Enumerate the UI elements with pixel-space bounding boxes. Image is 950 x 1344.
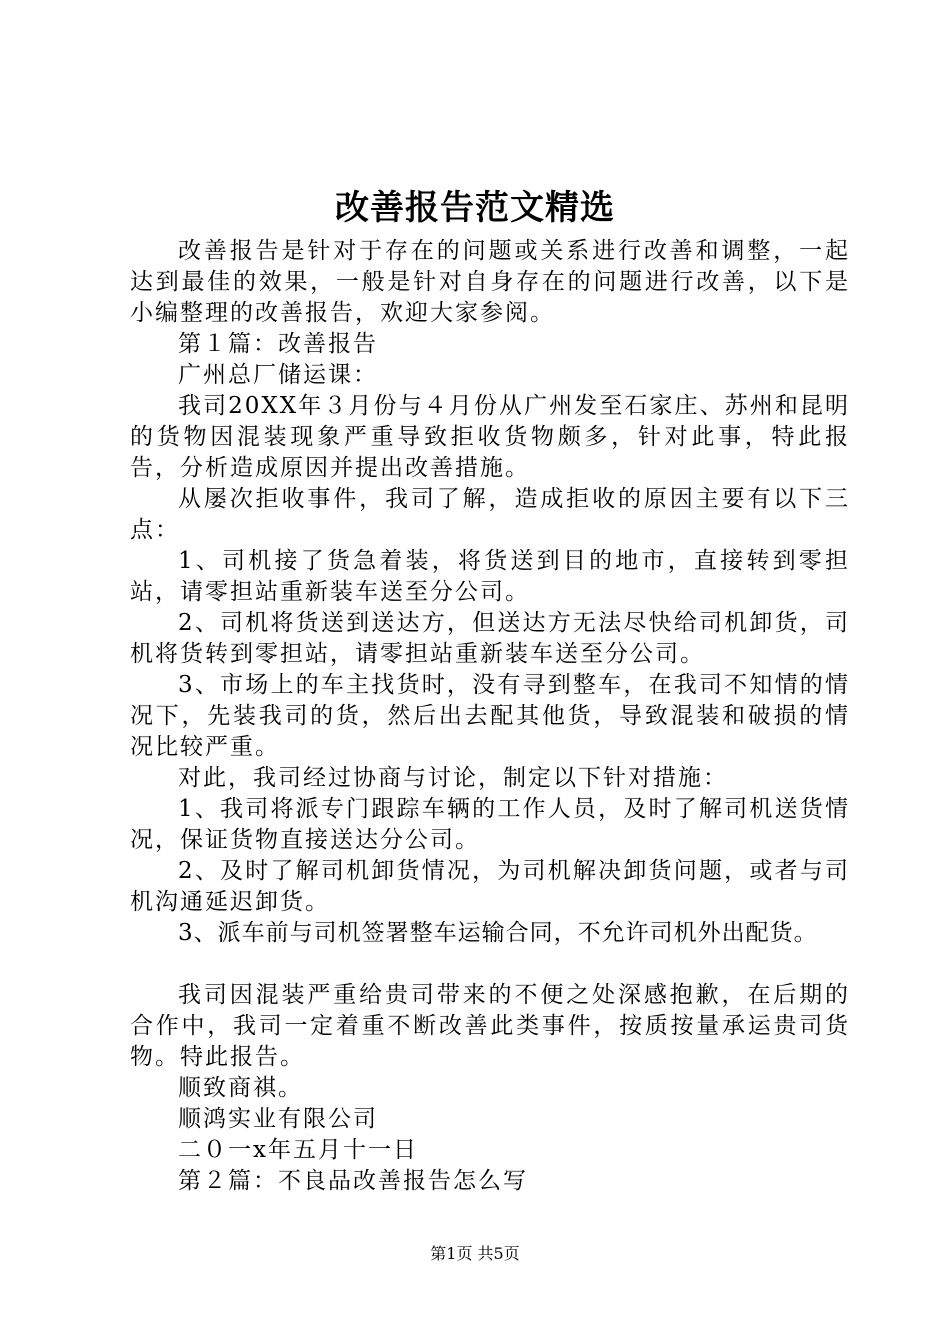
blank-line: [130, 949, 850, 980]
section-heading-1: 第１篇：改善报告: [178, 331, 378, 357]
company-signature: 顺鸿实业有限公司: [178, 1106, 378, 1132]
cause-item-1: 1、司机接了货急着装，将货送到目的地市，直接转到零担站，请零担站重新装车送至分公司。: [130, 548, 850, 605]
measure-item-1: 1、我司将派专门跟踪车辆的工作人员，及时了解司机送货情况，保证货物直接送达分公司。: [130, 796, 850, 853]
section-heading-2: 第２篇：不良品改善报告怎么写: [178, 1168, 528, 1194]
cause-item-2: 2、司机将货送到送达方，但送达方无法尽快给司机卸货，司机将货转到零担站，请零担站重新装车送至分公司。: [130, 610, 850, 667]
paragraph-causes-intro: 从屡次拒收事件，我司了解，造成拒收的原因主要有以下三点：: [130, 486, 850, 543]
signature-date: 二０一x年五月十一日: [178, 1137, 418, 1163]
paragraph-measures-intro: 对此，我司经过协商与讨论，制定以下针对措施：: [178, 765, 728, 791]
measure-item-3: 3、派车前与司机签署整车运输合同，不允许司机外出配货。: [178, 920, 818, 946]
page-footer: 第1页 共5页: [430, 1244, 520, 1263]
closing-greeting: 顺致商祺。: [178, 1075, 303, 1101]
paragraph-apology: 我司因混装严重给贵司带来的不便之处深感抱歉，在后期的合作中，我司一定着重不断改善此类事件，按质按量承运贵司货物。特此报告。: [130, 982, 850, 1070]
cause-item-3: 3、市场上的车主找货时，没有寻到整车，在我司不知情的情况下，先装我司的货，然后出去配其他货，导致混装和破损的情况比较严重。: [130, 672, 850, 760]
document-body: [130, 236, 850, 1197]
paragraph-background: 我司20XX年３月份与４月份从广州发至石家庄、苏州和昆明的货物因混装现象严重导致拒收货物颇多，针对此事，特此报告，分析造成原因并提出改善措施。: [130, 393, 850, 481]
measure-item-2: 2、及时了解司机卸货情况，为司机解决卸货问题，或者与司机沟通延迟卸货。: [130, 858, 850, 915]
salutation: 广州总厂储运课：: [178, 362, 378, 388]
document-title: 改善报告范文精选: [335, 188, 615, 228]
paragraph-intro: 改善报告是针对于存在的问题或关系进行改善和调整，一起达到最佳的效果，一般是针对自身存在的问题进行改善，以下是小编整理的改善报告，欢迎大家参阅。: [130, 238, 850, 326]
